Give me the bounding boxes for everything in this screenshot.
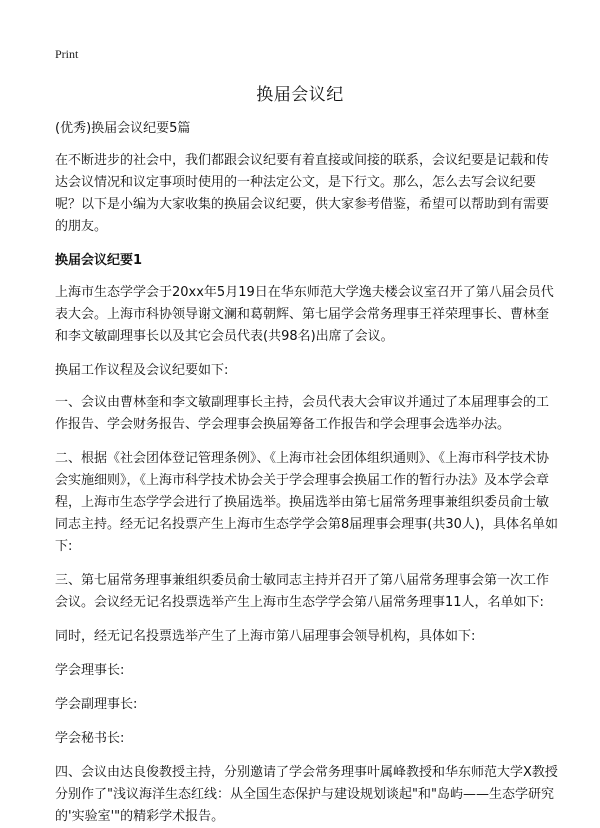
- label-secretary-general: 学会秘书长:: [55, 731, 125, 746]
- page-title: 换届会议纪: [256, 85, 344, 105]
- paragraph-item-2: 二、根据《社会团体登记管理条例》、《上海市社会团体组织通则》、《上海市科学技术协会实施细则》，《上海市科学技术协会关于学会理事会换届工作的暂行办法》及本学会章程，上海市生态学学会进行了换届选举。换届选举由第七届常务理事兼组织委员俞士敏同志主持。经无记名投票产生上海市生态学学会第8届理事会理事(共30人)，具体名单如下:: [55, 451, 558, 554]
- paragraph-leadership: 同时，经无记名投票选举产生了上海市第八届理事会领导机构，具体如下:: [55, 629, 476, 644]
- label-vice-president: 学会副理事长:: [55, 697, 138, 712]
- paragraph-agenda-intro: 换届工作议程及会议纪要如下:: [55, 363, 229, 378]
- document-body: [55, 118, 560, 828]
- section-heading: 换届会议纪要1: [55, 253, 143, 268]
- intro-paragraph: 在不断进步的社会中，我们都跟会议纪要有着直接或间接的联系，会议纪要是记载和传达会议情况和议定事项时使用的一种法定公文，是下行文。那么，怎么去写会议纪要呢？以下是小编为大家收集的换届会议纪要，供大家参考借鉴，希望可以帮助到有需要的朋友。: [55, 153, 550, 234]
- print-link[interactable]: Print: [55, 47, 79, 61]
- document-subtitle: (优秀)换届会议纪要5篇: [55, 121, 191, 136]
- paragraph-item-1: 一、会议由曹林奎和李文敏副理事长主持，会员代表大会审议并通过了本届理事会的工作报告、学会财务报告、学会理事会换届筹备工作报告和学会理事会选举办法。: [55, 395, 550, 432]
- label-president: 学会理事长:: [55, 663, 125, 678]
- paragraph-item-4: 四、会议由达良俊教授主持，分别邀请了学会常务理事叶属峰教授和华东师范大学X教授分别作了"浅议海洋生态红线：从全国生态保护与建设规划谈起"和"岛屿——生态学研究的'实验室'"的精彩学术报告。: [55, 765, 558, 824]
- paragraph-meeting-info: 上海市生态学学会于20xx年5月19日在华东师范大学逸夫楼会议室召开了第八届会员代表大会。上海市科协领导谢文澜和葛朝辉、第七届学会常务理事王祥荣理事长、曹林奎和李文敏副理事长以及其它会员代表(共98名)出席了会议。: [55, 285, 554, 344]
- paragraph-item-3: 三、第七届常务理事兼组织委员俞士敏同志主持并召开了第八届常务理事会第一次工作会议。会议经无记名投票选举产生上海市生态学学会第八届常务理事11人，名单如下:: [55, 573, 550, 610]
